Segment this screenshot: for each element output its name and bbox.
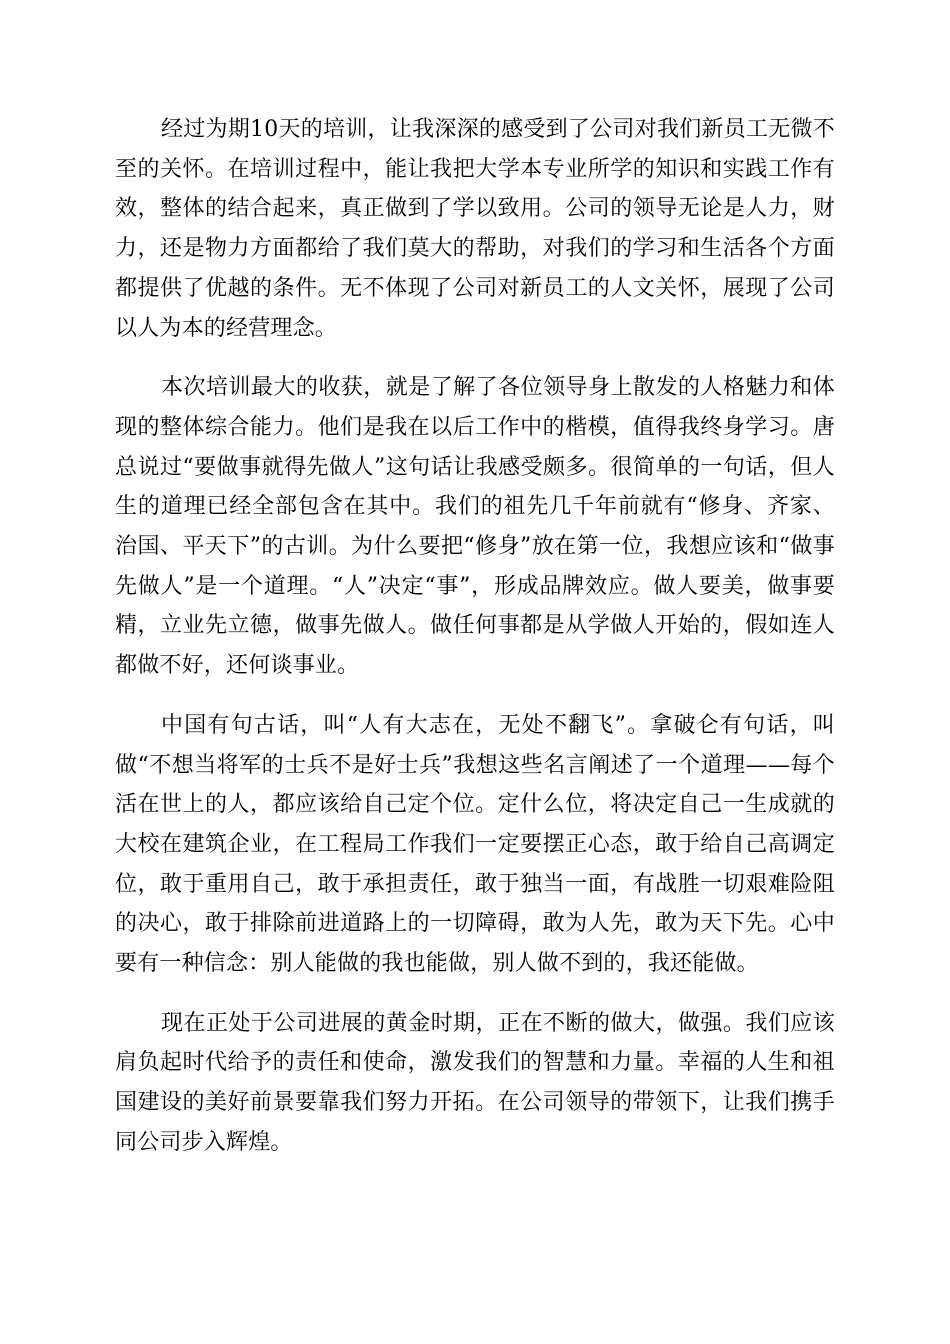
paragraph-2: 本次培训最大的收获，就是了解了各位领导身上散发的人格魅力和体现的整体综合能力。他们是我在以后工作中的楷模，值得我终身学习。唐总说过“要做事就得先做人”这句话让我感受颇多。很简单的一句话，但人生的道理已经全部包含在其中。我们的祖先几千年前就有“修身、齐家、治国、平天下”的古训。为什么要把“修身”放在第一位，我想应该和“做事先做人”是一个道理。“人”决定“事”，形成品牌效应。做人要美，做事要精，立业先立德，做事先做人。做任何事都是从学做人开始的，假如连人都做不好，还何谈事业。	[115, 375, 835, 679]
paragraph-1: 经过为期10天的培训，让我深深的感受到了公司对我们新员工无微不至的关怀。在培训过程中，能让我把大学本专业所学的知识和实践工作有效，整体的结合起来，真正做到了学以致用。公司的领导无论是人力，财力，还是物力方面都给了我们莫大的帮助，对我们的学习和生活各个方面都提供了优越的条件。无不体现了公司对新员工的人文关怀，展现了公司以人为本的经营理念。	[115, 117, 835, 341]
paragraph-3: 中国有句古话，叫“人有大志在，无处不翻飞”。拿破仑有句话，叫做“不想当将军的士兵不是好士兵”我想这些名言阐述了一个道理——每个活在世上的人，都应该给自己定个位。定什么位，将决定自己一生成就的大校在建筑企业，在工程局工作我们一定要摆正心态，敢于给自己高调定位，敢于重用自己，敢于承担责任，敢于独当一面，有战胜一切艰难险阻的决心，敢于排除前进道路上的一切障碍，敢为人先，敢为天下先。心中要有一种信念：别人能做的我也能做，别人做不到的，我还能做。	[115, 712, 835, 977]
document-body	[115, 110, 835, 1183]
paragraph-4: 现在正处于公司进展的黄金时期，正在不断的做大，做强。我们应该肩负起时代给予的责任和使命，激发我们的智慧和力量。幸福的人生和祖国建设的美好前景要靠我们努力开拓。在公司领导的带领下，让我们携手同公司步入辉煌。	[115, 1010, 835, 1155]
